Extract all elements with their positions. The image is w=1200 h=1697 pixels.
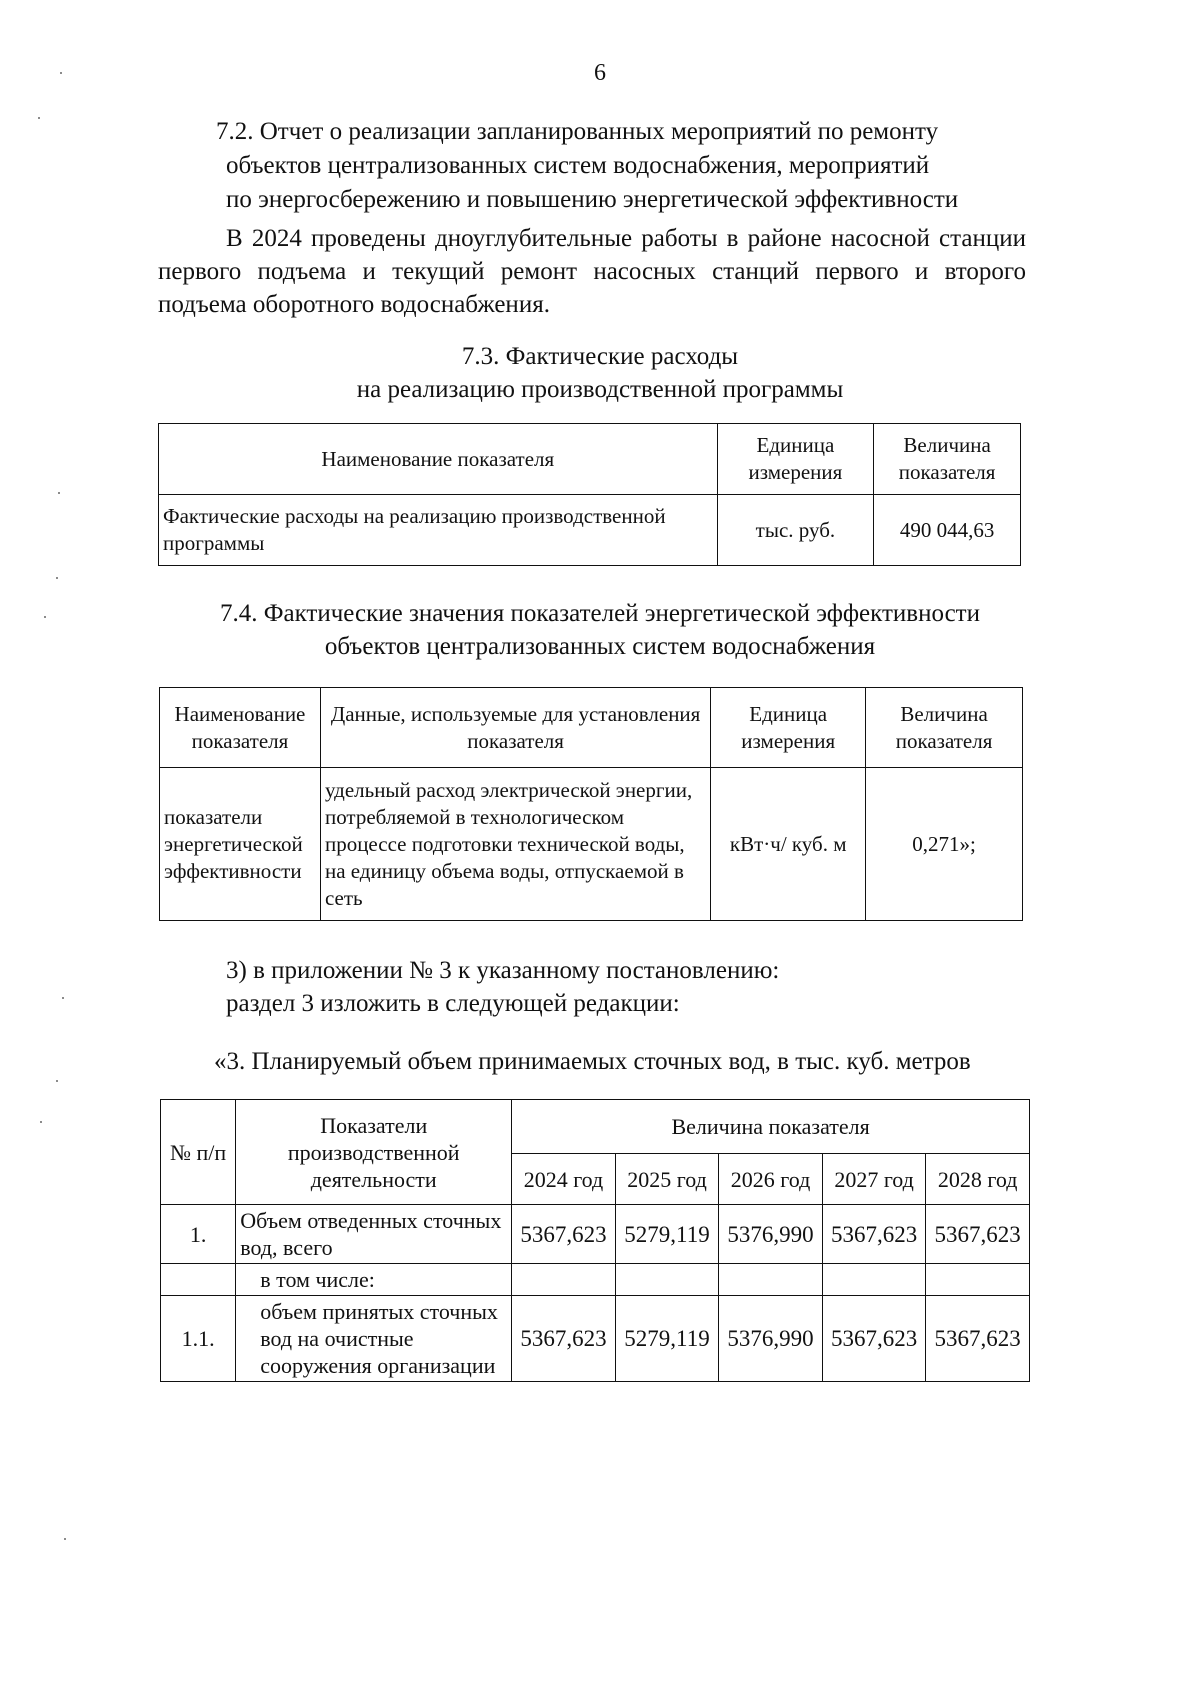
wastewater-row-value: 5367,623 xyxy=(926,1296,1030,1382)
wastewater-row-value: 5279,119 xyxy=(615,1205,719,1264)
section-7-3-title-line: 7.3. Фактические расходы xyxy=(461,343,739,370)
section-7-2-text-line: подъема оборотного водоснабжения. xyxy=(158,291,550,318)
expenses-header-unit: Единица измерения xyxy=(717,424,874,495)
energy-header-name: Наименование показателя xyxy=(160,688,321,768)
wastewater-row-value xyxy=(615,1264,719,1296)
section-7-2-title-line: объектов централизованных систем водоснабжения, мероприятий xyxy=(226,152,930,179)
wastewater-row-value: 5376,990 xyxy=(719,1296,823,1382)
wastewater-row-value: 5367,623 xyxy=(926,1205,1030,1264)
scan-speck xyxy=(56,1080,58,1082)
wastewater-row-no: 1. xyxy=(161,1205,236,1264)
wastewater-row-value: 5367,623 xyxy=(512,1205,616,1264)
wastewater-row-value xyxy=(512,1264,616,1296)
wastewater-header-year: 2026 год xyxy=(719,1154,823,1205)
wastewater-header-year: 2025 год xyxy=(615,1154,719,1205)
section-7-2-text-line: первого подъема и текущий ремонт насосных станций первого и второго xyxy=(158,258,1026,285)
energy-header-data: Данные, используемые для установления показателя xyxy=(320,688,710,768)
energy-row-unit: кВт·ч/ куб. м xyxy=(711,768,866,921)
section-7-4-title-line: 7.4. Фактические значения показателей энергетической эффективности xyxy=(220,600,980,627)
page-number: 6 xyxy=(594,60,606,86)
wastewater-row-indicator: объем принятых сточных вод на очистные сооружения организации xyxy=(236,1296,512,1382)
section-7-2-title xyxy=(216,115,1116,217)
wastewater-header-year: 2028 год xyxy=(926,1154,1030,1205)
wastewater-header-no: № п/п xyxy=(161,1100,236,1205)
wastewater-row-value xyxy=(926,1264,1030,1296)
section-7-4-title xyxy=(0,597,1200,663)
wastewater-row-value: 5367,623 xyxy=(822,1296,926,1382)
table-row xyxy=(161,1205,1030,1264)
wastewater-row-indicator: в том числе: xyxy=(236,1264,512,1296)
section-7-2-text-line: В 2024 проведены дноуглубительные работы в районе насосной станции xyxy=(226,225,1026,252)
energy-efficiency-table xyxy=(159,687,1023,921)
expenses-header-value: Величина показателя xyxy=(874,424,1021,495)
section-7-4-title-line: объектов централизованных систем водоснабжения xyxy=(324,633,876,660)
scan-speck xyxy=(64,1538,66,1540)
section-7-2-title-line: 7.2. Отчет о реализации запланированных мероприятий по ремонту xyxy=(216,118,939,145)
expenses-row-unit: тыс. руб. xyxy=(717,495,874,566)
scan-speck xyxy=(40,1121,42,1123)
energy-header-unit: Единица измерения xyxy=(711,688,866,768)
expenses-table xyxy=(158,423,1021,566)
energy-header-value: Величина показателя xyxy=(866,688,1023,768)
amendment-text xyxy=(226,954,1106,1020)
scan-speck xyxy=(56,577,58,579)
wastewater-row-value xyxy=(719,1264,823,1296)
wastewater-header-indicator: Показатели производственной деятельности xyxy=(236,1100,512,1205)
wastewater-header-year: 2027 год xyxy=(822,1154,926,1205)
section-7-2-text xyxy=(158,222,1026,321)
expenses-header-name: Наименование показателя xyxy=(159,424,718,495)
wastewater-header-value-group: Величина показателя xyxy=(512,1100,1030,1154)
wastewater-volume-table xyxy=(160,1099,1030,1382)
table-row xyxy=(161,1296,1030,1382)
energy-row-value: 0,271»; xyxy=(866,768,1023,921)
section-7-3-title xyxy=(0,340,1200,406)
scan-speck xyxy=(38,117,40,119)
expenses-row-value: 490 044,63 xyxy=(874,495,1021,566)
section-7-3-title-line: на реализацию производственной программы xyxy=(356,376,844,403)
expenses-row-name: Фактические расходы на реализацию производственной программы xyxy=(159,495,718,566)
wastewater-row-value: 5376,990 xyxy=(719,1205,823,1264)
wastewater-row-indicator: Объем отведенных сточных вод, всего xyxy=(236,1205,512,1264)
wastewater-row-value: 5367,623 xyxy=(822,1205,926,1264)
wastewater-row-value: 5279,119 xyxy=(615,1296,719,1382)
wastewater-row-no: 1.1. xyxy=(161,1296,236,1382)
scan-speck xyxy=(62,997,64,999)
energy-row-name: показатели энергетической эффективности xyxy=(160,768,321,921)
table-row xyxy=(161,1264,1030,1296)
amendment-line: 3) в приложении № 3 к указанному постановлению: xyxy=(226,957,780,984)
wastewater-header-year: 2024 год xyxy=(512,1154,616,1205)
scan-speck xyxy=(58,492,60,494)
amendment-line: раздел 3 изложить в следующей редакции: xyxy=(226,990,680,1017)
wastewater-row-value: 5367,623 xyxy=(512,1296,616,1382)
section-3-title: «3. Планируемый объем принимаемых сточных вод, в тыс. куб. метров xyxy=(214,1048,971,1075)
wastewater-row-value xyxy=(822,1264,926,1296)
energy-row-data: удельный расход электрической энергии, потребляемой в технологическом процессе подготовки технической воды, на единицу объема воды, отпускаемой в сеть xyxy=(320,768,710,921)
section-7-2-title-line: по энергосбережению и повышению энергетической эффективности xyxy=(226,186,959,213)
wastewater-row-no xyxy=(161,1264,236,1296)
